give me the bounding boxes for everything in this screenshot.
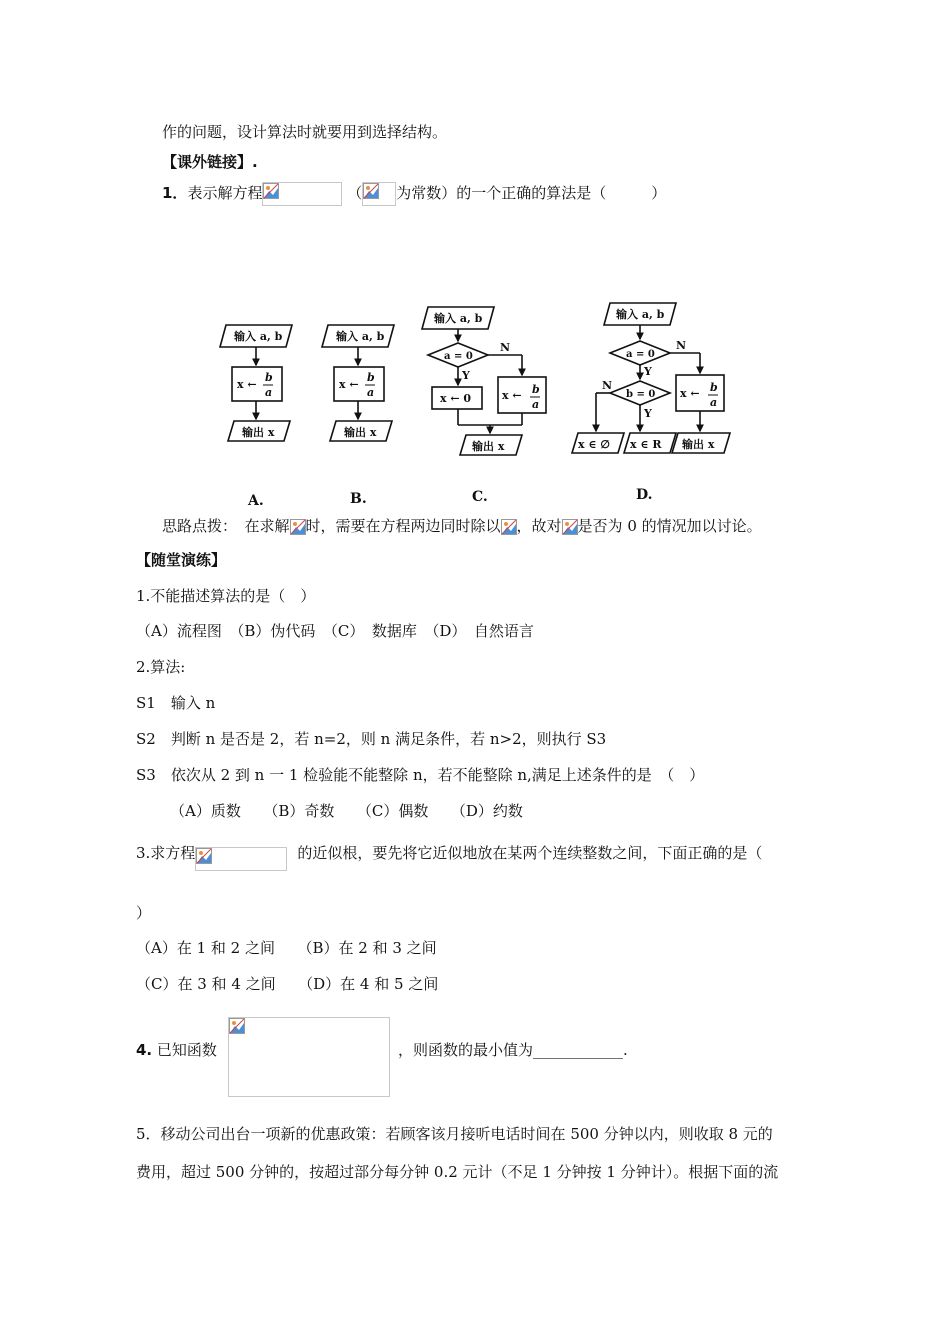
- fc-d-cond-b: b = 0: [626, 389, 656, 400]
- fc-a-input: 输入 a, b: [234, 330, 283, 343]
- p2-s3: S3 依次从 2 到 n 一 1 检验能不能整除 n，若不能整除 n,满足上述条件的是 （ ）: [136, 766, 705, 784]
- fc-d-empty-set: x ∈ ∅: [578, 438, 610, 451]
- fc-b-num: b: [367, 371, 375, 384]
- hint-text-b: 时，需要在方程两边同时除以: [305, 517, 501, 535]
- p1-question: 1.不能描述算法的是（ ）: [136, 587, 316, 605]
- intro-line: 作的问题，设计算法时就要用到选择结构。: [162, 123, 448, 141]
- fc-d-no-a: N: [676, 339, 687, 352]
- fc-label-a: A.: [248, 493, 264, 509]
- p4-text-b: ，则函数的最小值为____________.: [398, 1041, 628, 1059]
- p2-options: （A）质数 （B）奇数 （C）偶数 （D）约数: [170, 802, 523, 820]
- fc-d-yes-a: Y: [644, 365, 652, 378]
- hint-text-d: 是否为 0 的情况加以讨论。: [577, 517, 762, 535]
- p3-equation-image: [195, 847, 287, 871]
- fc-b-input: 输入 a, b: [336, 330, 385, 343]
- fc-a-assign: x ←: [237, 378, 257, 391]
- p2-title: 2.算法:: [136, 658, 186, 676]
- fc-c-no: N: [500, 341, 511, 354]
- broken-image-icon: [263, 183, 279, 199]
- fc-c-assign: x ←: [502, 389, 522, 402]
- fc-a-output: 输出 x: [242, 426, 275, 439]
- fc-a-den: a: [265, 386, 273, 399]
- q1-text-a: 表示解方程: [187, 184, 263, 202]
- hint-text-a: 思路点拨： 在求解: [162, 517, 290, 535]
- fc-d-output: 输出 x: [682, 438, 715, 451]
- broken-image-icon: [229, 1018, 245, 1034]
- hint-text-c: ，故对: [516, 517, 562, 535]
- p3-text-a: 3.求方程: [136, 844, 196, 862]
- fc-d-yes-b: Y: [644, 407, 652, 420]
- section-extra-heading: 【课外链接】.: [162, 153, 258, 171]
- broken-image-icon: [196, 848, 212, 864]
- fc-d-no-b: N: [602, 379, 613, 392]
- p5-line-2: 费用，超过 500 分钟的，按超过部分每分钟 0.2 元计（不足 1 分钟按 1 分钟计）。根据下面的流: [136, 1163, 779, 1181]
- fc-d-input: 输入 a, b: [616, 308, 665, 321]
- fc-c-input: 输入 a, b: [434, 312, 483, 325]
- fc-c-assign-zero: x ← 0: [440, 392, 472, 405]
- broken-image-icon: [363, 183, 379, 199]
- fc-c-output: 输出 x: [472, 440, 505, 453]
- p3-options-1: （A）在 1 和 2 之间 （B）在 2 和 3 之间: [136, 939, 437, 957]
- q1-text-b: （: [347, 184, 363, 202]
- broken-image-icon: [562, 519, 578, 535]
- p4-function-image: [228, 1017, 390, 1097]
- section-practice-heading: 【随堂演练】: [136, 551, 227, 569]
- p3-text-b: 的近似根，要先将它近似地放在某两个连续整数之间，下面正确的是（: [297, 844, 763, 862]
- equation-image: [262, 182, 342, 206]
- fc-label-d: D.: [636, 487, 653, 503]
- q1-text-c: 为常数）的一个正确的算法是（ ）: [396, 184, 667, 202]
- p1-options: （A）流程图 （B）伪代码 （C） 数据库 （D） 自然语言: [136, 622, 534, 640]
- constant-image: [362, 182, 396, 206]
- hint-line: [162, 516, 762, 536]
- p2-s2: S2 判断 n 是否是 2，若 n=2，则 n 满足条件，若 n>2，则执行 S3: [136, 730, 607, 748]
- fc-b-output: 输出 x: [344, 426, 377, 439]
- fc-d-assign: x ←: [680, 387, 700, 400]
- fc-label-b: B.: [350, 491, 367, 507]
- flowchart-d: [572, 303, 730, 453]
- fc-c-yes: Y: [462, 369, 470, 382]
- q1-line: [162, 182, 666, 206]
- fc-c-cond: a = 0: [444, 351, 473, 362]
- fc-b-assign: x ←: [339, 378, 359, 391]
- p4-number: 4.: [136, 1041, 153, 1059]
- fc-a-num: b: [265, 371, 273, 384]
- broken-image-icon: [501, 519, 517, 535]
- flowcharts-figure: [210, 295, 770, 515]
- hint-image-1: [290, 519, 306, 535]
- p4-line: [136, 1040, 217, 1060]
- broken-image-icon: [290, 519, 306, 535]
- fc-c-den: a: [532, 398, 540, 411]
- p3-options-2: （C）在 3 和 4 之间 （D）在 4 和 5 之间: [136, 975, 439, 993]
- fc-d-num: b: [710, 381, 718, 394]
- fc-d-cond-a: a = 0: [626, 349, 655, 360]
- p3-line: [136, 837, 762, 871]
- p5-line-1: 5．移动公司出台一项新的优惠政策：若顾客该月接听电话时间在 500 分钟以内，则收取 8 元的: [136, 1125, 773, 1143]
- p2-s1: S1 输入 n: [136, 694, 216, 712]
- p3-close: ）: [136, 904, 152, 922]
- fc-c-num: b: [532, 383, 540, 396]
- hint-image-3: [562, 519, 578, 535]
- fc-label-c: C.: [472, 489, 488, 505]
- fc-b-den: a: [367, 386, 375, 399]
- fc-d-den: a: [710, 396, 718, 409]
- flowchart-c: [422, 307, 546, 455]
- p4-text-a: 已知函数: [156, 1041, 217, 1059]
- q1-number: 1．: [162, 184, 188, 202]
- fc-d-all-reals: x ∈ R: [630, 438, 662, 451]
- hint-image-2: [501, 519, 517, 535]
